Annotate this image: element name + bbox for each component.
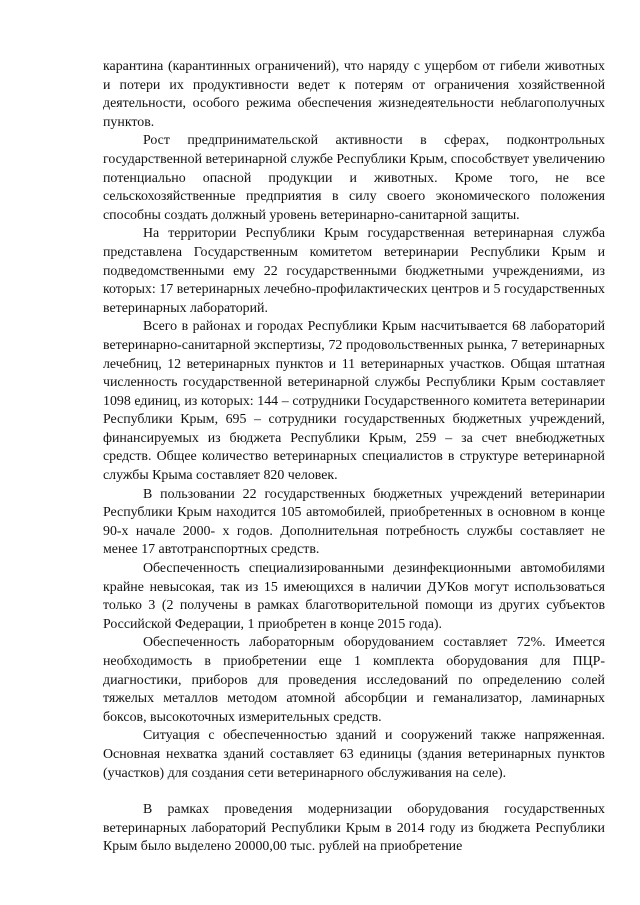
document-body [103, 58, 605, 857]
paragraph-buildings: Ситуация с обеспеченностью зданий и сооружений также напряженная. Основная нехватка зданий составляет 63 единицы (здания ветеринарных пунктов (участков) для создания сети ветеринарного обслуживания на селе). [103, 728, 605, 781]
paragraph-modernization: В рамках проведения модернизации оборудования государственных ветеринарных лабораторий Республики Крым в 2014 году из бюджета Республики Крым было выделено 20000,00 тыс. рублей на приобретение [103, 802, 605, 855]
paragraph-veterinary-service-structure: На территории Республики Крым государственная ветеринарная служба представлена Государственным комитетом ветеринарии Республики Крым и подведомственными ему 22 государственными бюджетными учреждениями, из которых: 17 ветеринарных лечебно-профилактических центров и 5 государственных ветеринарных лабораторий. [103, 226, 605, 316]
paragraph-laboratories-staff: Всего в районах и городах Республики Крым насчитывается 68 лабораторий ветеринарно-санитарной экспертизы, 72 продовольственных рынка, 7 ветеринарных лечебниц, 12 ветеринарных пунктов и 11 ветеринарных участков. Общая штатная численность государственной ветеринарной службы Республики Крым составляет 1098 единиц, из которых: 144 – сотрудники Государственного комитета ветеринарии Республики Крым, 695 – сотрудники государственных бюджетных учреждений, финансируемых из бюджета Республики Крым, 259 – за счет внебюджетных средств. Общее количество ветеринарных специалистов в структуре ветеринарной службы Крыма составляет 820 человек. [103, 319, 605, 484]
paragraph-quarantine-continuation: карантина (карантинных ограничений), что наряду с ущербом от гибели животных и потери их продуктивности ведет к потерям от ограничения хозяйственной деятельности, особого режима обеспечения жизнедеятельности неблагополучных пунктов. [103, 59, 605, 130]
paragraph-disinfection-vehicles: Обеспеченность специализированными дезинфекционными автомобилями крайне невысокая, так из 15 имеющихся в наличии ДУКов могут использоваться только 3 (2 получены в рамках благотворительной помощи из других субъектов Российской Федерации, 1 приобретен в конце 2015 года). [103, 561, 605, 632]
paragraph-lab-equipment: Обеспеченность лабораторным оборудованием составляет 72%. Имеется необходимость в приобретении еще 1 комплекта оборудования для ПЦР-диагностики, приборов для проведения исследований по определению солей тяжелых металлов методом атомной абсорбции и геманализатор, ламинарных боксов, высокоточных измерительных средств. [103, 635, 605, 725]
paragraph-vehicles: В пользовании 22 государственных бюджетных учреждений ветеринарии Республики Крым находится 105 автомобилей, приобретенных в основном в конце 90-х начале 2000- х годов. Дополнительная потребность службы составляет не менее 17 автотранспортных средств. [103, 486, 605, 558]
paragraph-business-activity: Рост предпринимательской активности в сферах, подконтрольных государственной ветеринарной службе Республики Крым, способствует увеличению потенциально опасной продукции и животных. Кроме того, не все сельскохозяйственные предприятия в силу своего экономического положения способны создать должный уровень ветеринарно-санитарной защиты. [103, 133, 605, 223]
